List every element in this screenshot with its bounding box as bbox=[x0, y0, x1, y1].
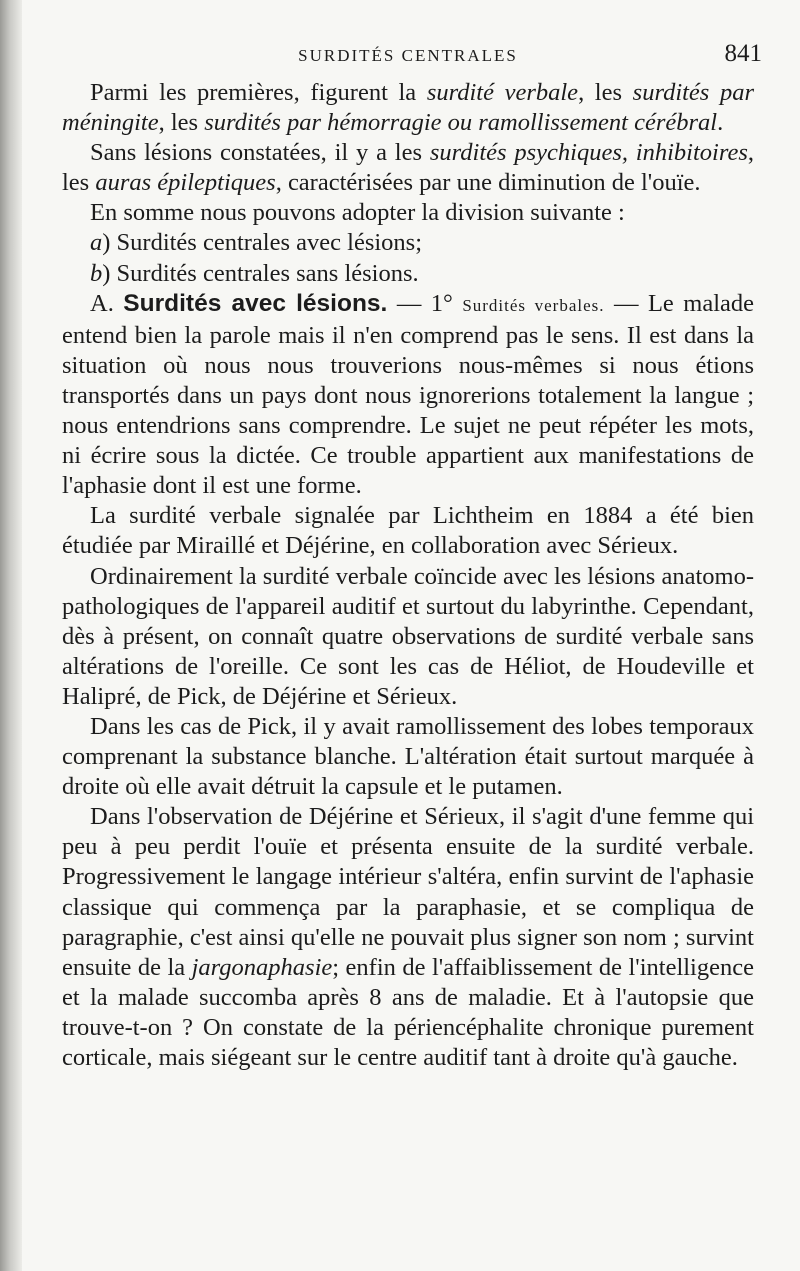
paragraph bbox=[62, 289, 754, 502]
italic-text: jargonaphasie bbox=[191, 953, 333, 981]
paragraph bbox=[62, 712, 754, 802]
body-text bbox=[62, 78, 754, 1073]
subsection-heading: Surdités verbales. bbox=[462, 295, 605, 315]
italic-text: surdités psychiques, inhibitoires bbox=[429, 139, 748, 167]
italic-text: b bbox=[90, 259, 103, 287]
paragraph bbox=[62, 802, 754, 1073]
paragraph bbox=[62, 562, 754, 712]
text-run: — Le malade entend bien la parole mais il n'en comprend pas le sens. Il est dans la situation où nous nous trouverions nous-mêmes si nous étions transportés dans un pays dont nous ignorerions totalement la langue ; nous entendrions sans comprendre. Le sujet ne peut répéter les mots, ni écrire sous la dictée. Ce trouble appartient aux manifestations de l'aphasie dont il est une forme. bbox=[62, 289, 754, 500]
text-run: Ordinairement la surdité verbale coïncide avec les lésions anatomo-pathologiques de l'appareil auditif et surtout du labyrinthe. Cependant, dès à présent, on connaît quatre observations de surdité verbale sans altérations de l'oreille. Ce sont les cas de Héliot, de Houdeville et Halipré, de Pick, de Déjérine et Sérieux. bbox=[62, 562, 754, 710]
paragraph bbox=[62, 138, 754, 198]
text-run: A. bbox=[90, 289, 124, 317]
text-run: — 1° bbox=[387, 289, 463, 317]
text-run: , les bbox=[578, 79, 633, 106]
italic-text: auras épileptiques bbox=[95, 169, 276, 197]
page-gutter-shadow bbox=[0, 0, 22, 1271]
italic-text: surdités par méningite bbox=[62, 79, 754, 137]
paragraph bbox=[62, 259, 754, 289]
running-head bbox=[62, 38, 762, 78]
paragraph bbox=[62, 78, 754, 138]
text-run: Dans les cas de Pick, il y avait ramollissement des lobes temporaux comprenant la substance blanche. L'altération était surtout marquée à droite où elle avait détruit la capsule et le putamen. bbox=[62, 712, 754, 801]
text-run: Dans l'observation de Déjérine et Sérieux, il s'agit d'une femme qui peu à peu perdit l'ouïe et présenta ensuite de la surdité verbale. Progressivement le langage intérieur s'altéra, enfin survint de l'aphasie classique qui commença par la paraphasie, et se compliqua de paragraphie, c'est ainsi qu'elle ne pouvait plus signer son nom ; survint ensuite de la bbox=[62, 803, 754, 981]
page-number: 841 bbox=[724, 40, 762, 67]
text-run: ) Surdités centrales avec lésions; bbox=[102, 229, 423, 257]
italic-text: a bbox=[90, 229, 103, 257]
paragraph bbox=[62, 501, 754, 561]
section-heading: Surdités avec lésions. bbox=[123, 289, 388, 317]
running-head-title: SURDITÉS CENTRALES bbox=[298, 46, 518, 65]
text-run: ; enfin de l'affaiblissement de l'intelligence et la malade succomba après 8 ans de maladie. Et à l'autopsie que trouve-t-on ? On constate de la périencéphalite chronique purement corticale, mais siégeant sur le centre auditif tant à droite qu'à gauche. bbox=[62, 953, 754, 1071]
text-run: ) Surdités centrales sans lésions. bbox=[102, 259, 419, 287]
paragraph bbox=[62, 198, 754, 228]
book-page bbox=[62, 38, 762, 1073]
text-run: . bbox=[717, 109, 724, 137]
italic-text: surdités par hémorragie ou ramollissement cérébral bbox=[204, 109, 718, 137]
text-run: En somme nous pouvons adopter la division suivante : bbox=[90, 199, 625, 227]
text-run: La surdité verbale signalée par Lichtheim en 1884 a été bien étudiée par Miraillé et Déjérine, en collaboration avec Sérieux. bbox=[62, 502, 754, 560]
text-run: Parmi les premières, figurent la bbox=[90, 79, 427, 106]
italic-text: surdité verbale bbox=[426, 79, 579, 106]
paragraph bbox=[62, 228, 754, 258]
text-run: , les bbox=[62, 139, 755, 197]
text-run: , caractérisées par une diminution de l'ouïe. bbox=[275, 169, 701, 197]
text-run: , les bbox=[158, 109, 205, 137]
text-run: Sans lésions constatées, il y a les bbox=[90, 139, 430, 167]
